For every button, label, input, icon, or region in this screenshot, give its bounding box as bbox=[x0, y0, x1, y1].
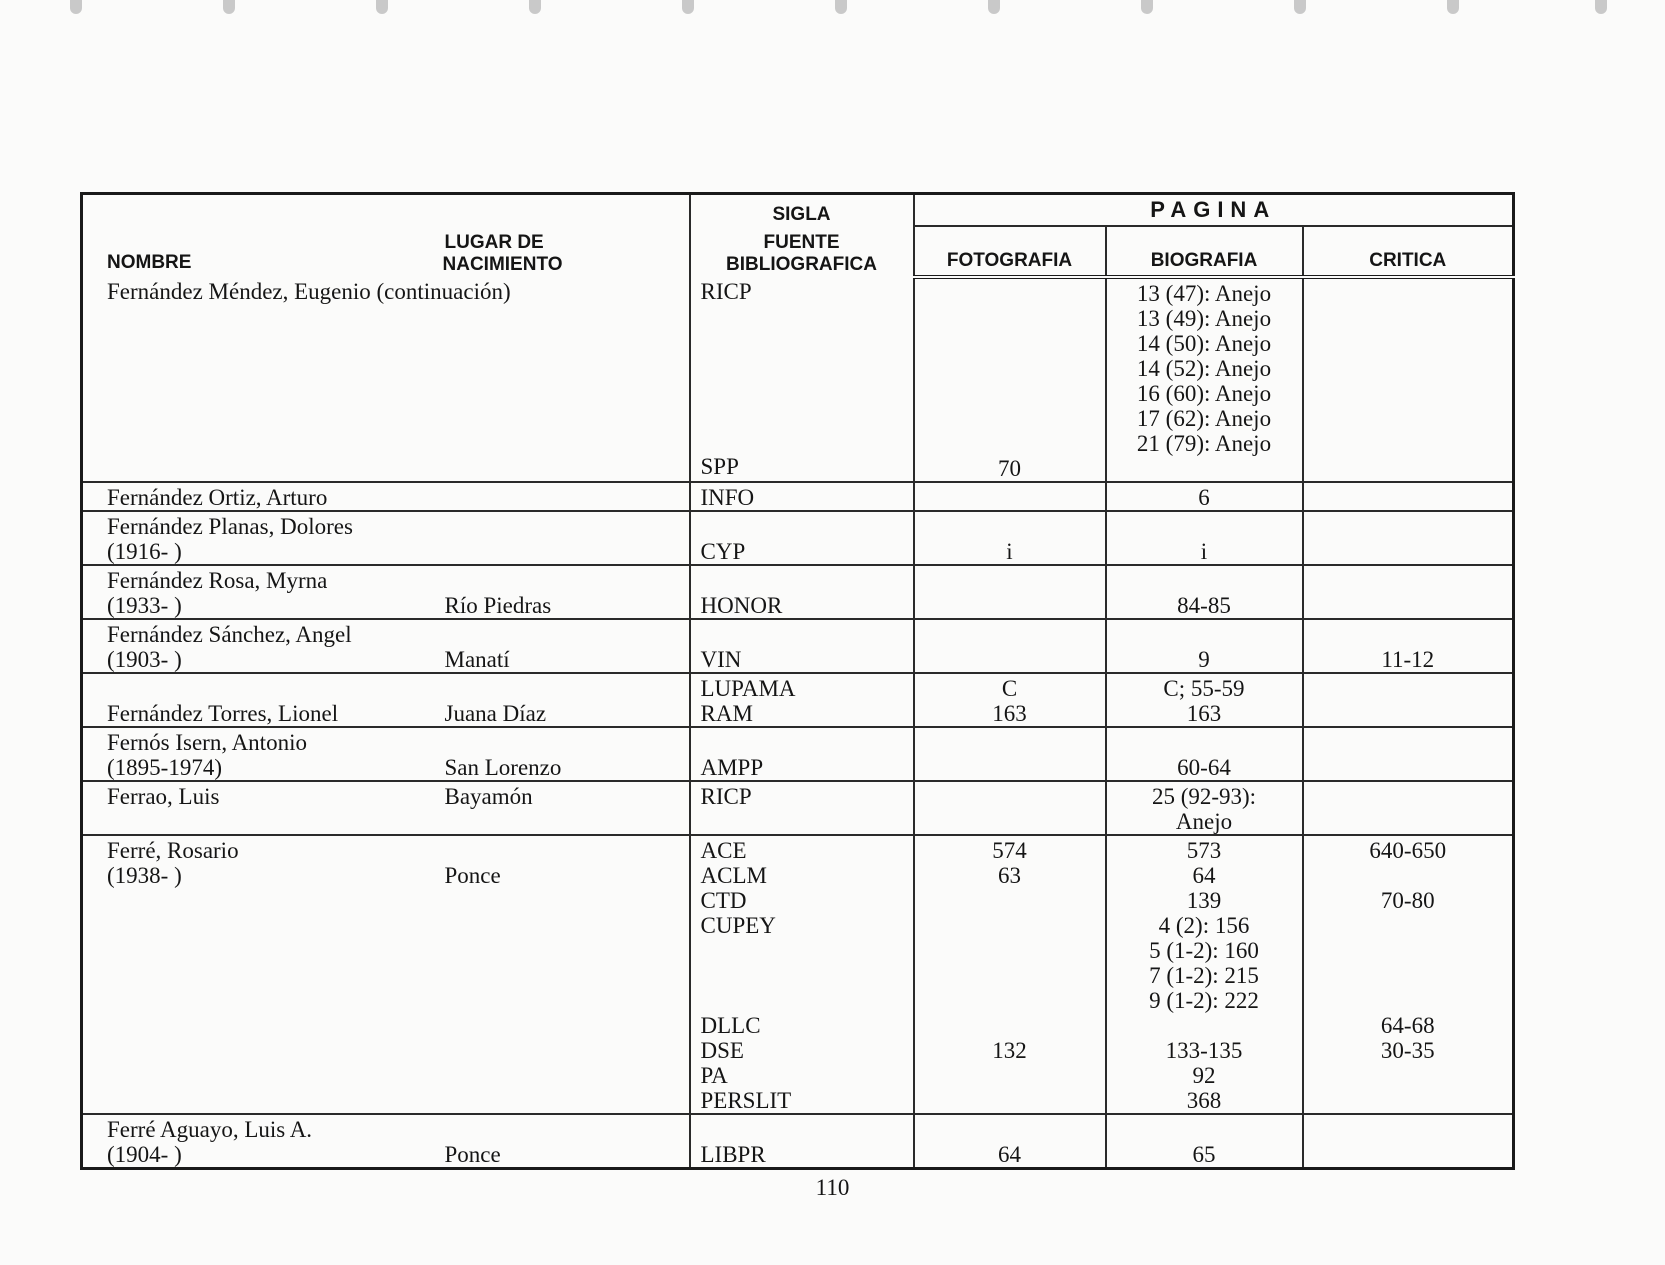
critica-line bbox=[1304, 1117, 1513, 1142]
sigla-line bbox=[701, 568, 913, 593]
critica-line bbox=[1304, 514, 1513, 539]
critica-line bbox=[1304, 784, 1513, 809]
critica-line bbox=[1304, 485, 1513, 510]
biografia-line bbox=[1107, 1117, 1302, 1142]
nombre-line: Fernández Ortiz, Arturo bbox=[107, 485, 328, 510]
sigla-line: CYP bbox=[700, 539, 746, 564]
header-pagina: PAGINA bbox=[914, 194, 1514, 227]
fotografia-line bbox=[915, 356, 1105, 381]
sigla-line: ACLM bbox=[700, 863, 767, 888]
lugar-cell bbox=[437, 511, 690, 565]
biografia-line: 21 (79): Anejo bbox=[1136, 431, 1272, 456]
nombre-line: Ferré Aguayo, Luis A. bbox=[107, 1117, 313, 1142]
binder-hole bbox=[1447, 0, 1459, 14]
biografia-line: 163 bbox=[1186, 701, 1222, 726]
sigla-cell bbox=[690, 277, 914, 482]
binder-hole bbox=[1595, 0, 1607, 14]
critica-cell bbox=[1303, 511, 1514, 565]
fotografia-cell bbox=[914, 673, 1106, 727]
fotografia-line bbox=[915, 888, 1105, 913]
sigla-line: PA bbox=[700, 1063, 728, 1088]
fotografia-line: 70 bbox=[998, 456, 1021, 481]
critica-line bbox=[1304, 988, 1513, 1013]
lugar-cell bbox=[437, 835, 690, 1114]
sigla-cell bbox=[690, 673, 914, 727]
fotografia-line bbox=[915, 1013, 1105, 1038]
critica-cell bbox=[1303, 835, 1514, 1114]
lugar-line bbox=[445, 568, 689, 593]
biografia-line bbox=[1107, 730, 1302, 755]
critica-cell bbox=[1303, 277, 1514, 482]
table-row bbox=[82, 727, 1514, 781]
header-lugar: LUGAR DE NACIMIENTO bbox=[437, 194, 690, 278]
sigla-line: CUPEY bbox=[700, 913, 776, 938]
sigla-line bbox=[701, 988, 913, 1013]
fotografia-cell bbox=[914, 619, 1106, 673]
binder-hole bbox=[835, 0, 847, 14]
sigla-line bbox=[701, 404, 913, 429]
critica-line bbox=[1304, 676, 1513, 701]
fotografia-line bbox=[915, 730, 1105, 755]
critica-line bbox=[1304, 568, 1513, 593]
sigla-line: PERSLIT bbox=[700, 1088, 792, 1113]
biografia-line: 573 bbox=[1186, 838, 1222, 863]
critica-line: 11-12 bbox=[1381, 647, 1435, 672]
table-row bbox=[82, 482, 1514, 511]
sigla-line bbox=[701, 329, 913, 354]
fotografia-line bbox=[915, 406, 1105, 431]
sigla-line bbox=[701, 730, 913, 755]
sigla-line bbox=[701, 429, 913, 454]
table-row bbox=[82, 277, 1514, 482]
biografia-line: 17 (62): Anejo bbox=[1136, 406, 1272, 431]
fotografia-line bbox=[915, 622, 1105, 647]
critica-line bbox=[1304, 622, 1513, 647]
nombre-line: Fernández Sánchez, Angel bbox=[107, 622, 352, 647]
lugar-line: Bayamón bbox=[444, 784, 533, 809]
header-sigla: SIGLA FUENTE BIBLIOGRAFICA bbox=[690, 194, 914, 278]
binder-hole bbox=[1141, 0, 1153, 14]
fotografia-cell bbox=[914, 1114, 1106, 1169]
biografia-line: 13 (47): Anejo bbox=[1136, 281, 1272, 306]
biografia-line: 16 (60): Anejo bbox=[1136, 381, 1272, 406]
fotografia-line bbox=[915, 1117, 1105, 1142]
sigla-line bbox=[701, 622, 913, 647]
biografia-line: 64 bbox=[1192, 863, 1216, 888]
biografia-line bbox=[1107, 514, 1302, 539]
sigla-cell bbox=[690, 781, 914, 835]
nombre-cell bbox=[82, 835, 437, 1114]
biografia-cell bbox=[1106, 781, 1303, 835]
fotografia-line bbox=[915, 281, 1105, 306]
biografia-cell bbox=[1106, 673, 1303, 727]
sigla-line: LUPAMA bbox=[700, 676, 796, 701]
fotografia-line bbox=[915, 938, 1105, 963]
nombre-line: Ferrao, Luis bbox=[107, 784, 220, 809]
nombre-line: Fernández Méndez, Eugenio (continuación) bbox=[107, 279, 511, 304]
biografia-line: 4 (2): 156 bbox=[1158, 913, 1250, 938]
critica-cell bbox=[1303, 781, 1514, 835]
critica-line bbox=[1304, 281, 1513, 306]
fotografia-line bbox=[915, 331, 1105, 356]
sigla-cell bbox=[690, 565, 914, 619]
table-row bbox=[82, 619, 1514, 673]
critica-line bbox=[1304, 938, 1513, 963]
biografia-cell bbox=[1106, 565, 1303, 619]
fotografia-line: 163 bbox=[992, 701, 1027, 726]
table-body bbox=[82, 277, 1514, 1169]
biografia-line bbox=[1107, 622, 1302, 647]
fotografia-line: i bbox=[1006, 539, 1013, 564]
biografia-line: 65 bbox=[1192, 1142, 1216, 1167]
fotografia-cell bbox=[914, 565, 1106, 619]
sigla-cell bbox=[690, 511, 914, 565]
sigla-line: RICP bbox=[700, 784, 752, 809]
fotografia-line: 574 bbox=[992, 838, 1027, 863]
sigla-line: ACE bbox=[700, 838, 747, 863]
sigla-line bbox=[701, 304, 913, 329]
nombre-line: (1904- ) bbox=[107, 1142, 182, 1167]
nombre-cell bbox=[82, 673, 437, 727]
critica-cell bbox=[1303, 565, 1514, 619]
sigla-line bbox=[701, 514, 913, 539]
sigla-cell bbox=[690, 482, 914, 511]
sigla-cell bbox=[690, 835, 914, 1114]
lugar-cell bbox=[437, 1114, 690, 1169]
critica-line: 640-650 bbox=[1369, 838, 1447, 863]
fotografia-line bbox=[915, 485, 1105, 510]
fotografia-cell bbox=[914, 277, 1106, 482]
fotografia-line bbox=[915, 784, 1105, 809]
critica-line: 70-80 bbox=[1380, 888, 1435, 913]
sigla-line bbox=[701, 1117, 913, 1142]
lugar-line bbox=[445, 485, 689, 510]
table-row bbox=[82, 673, 1514, 727]
table-row bbox=[82, 565, 1514, 619]
biografia-line: 25 (92-93): bbox=[1151, 784, 1257, 809]
fotografia-cell bbox=[914, 727, 1106, 781]
nombre-line: Fernández Rosa, Myrna bbox=[107, 568, 328, 593]
fotografia-line bbox=[915, 568, 1105, 593]
lugar-cell bbox=[437, 619, 690, 673]
nombre-line: (1916- ) bbox=[107, 539, 182, 564]
biografia-line: 13 (49): Anejo bbox=[1136, 306, 1272, 331]
biografia-line: C; 55-59 bbox=[1163, 676, 1245, 701]
table-row bbox=[82, 1114, 1514, 1169]
nombre-cell bbox=[82, 781, 437, 835]
sigla-line: DLLC bbox=[700, 1013, 761, 1038]
critica-cell bbox=[1303, 482, 1514, 511]
fotografia-line bbox=[915, 514, 1105, 539]
critica-line bbox=[1304, 913, 1513, 938]
fotografia-line bbox=[915, 963, 1105, 988]
biografia-line: 139 bbox=[1186, 888, 1222, 913]
binder-hole bbox=[682, 0, 694, 14]
lugar-line bbox=[445, 730, 689, 755]
sigla-line bbox=[701, 379, 913, 404]
lugar-cell bbox=[437, 482, 690, 511]
biografia-line: i bbox=[1200, 539, 1208, 564]
lugar-line: Río Piedras bbox=[444, 593, 552, 618]
fotografia-cell bbox=[914, 511, 1106, 565]
nombre-line bbox=[107, 676, 437, 701]
sigla-line: HONOR bbox=[700, 593, 783, 618]
fotografia-line: C bbox=[1001, 676, 1018, 701]
biografia-cell bbox=[1106, 835, 1303, 1114]
nombre-cell bbox=[82, 619, 437, 673]
sigla-line: DSE bbox=[700, 1038, 744, 1063]
binder-hole bbox=[988, 0, 1000, 14]
lugar-line bbox=[445, 539, 689, 564]
lugar-line: Manatí bbox=[444, 647, 510, 672]
nombre-line: (1933- ) bbox=[107, 593, 182, 618]
lugar-line: Ponce bbox=[444, 863, 501, 888]
fotografia-line: 64 bbox=[998, 1142, 1021, 1167]
fotografia-line bbox=[915, 988, 1105, 1013]
lugar-cell bbox=[437, 277, 690, 482]
lugar-cell bbox=[437, 565, 690, 619]
biografia-line: 133-135 bbox=[1165, 1038, 1243, 1063]
lugar-line: Juana Díaz bbox=[444, 701, 547, 726]
biografia-line: 7 (1-2): 215 bbox=[1149, 963, 1259, 988]
critica-line bbox=[1304, 730, 1513, 755]
sigla-line: VIN bbox=[700, 647, 742, 672]
fotografia-line bbox=[915, 306, 1105, 331]
biografia-line bbox=[1107, 1013, 1302, 1038]
nombre-cell bbox=[82, 482, 437, 511]
sigla-cell bbox=[690, 727, 914, 781]
lugar-line bbox=[445, 676, 689, 701]
nombre-cell bbox=[82, 1114, 437, 1169]
critica-line bbox=[1304, 963, 1513, 988]
fotografia-line bbox=[915, 381, 1105, 406]
biografia-line: 84-85 bbox=[1177, 593, 1231, 618]
lugar-cell bbox=[437, 727, 690, 781]
sigla-cell bbox=[690, 1114, 914, 1169]
nombre-line: Fernós Isern, Antonio bbox=[107, 730, 307, 755]
bibliography-table bbox=[80, 192, 1515, 1170]
lugar-line bbox=[445, 838, 689, 863]
binder-hole bbox=[529, 0, 541, 14]
sigla-line bbox=[701, 963, 913, 988]
nombre-line: (1903- ) bbox=[107, 647, 182, 672]
biografia-line: 60-64 bbox=[1177, 755, 1231, 780]
nombre-line: Ferré, Rosario bbox=[107, 838, 239, 863]
table-row bbox=[82, 511, 1514, 565]
nombre-cell bbox=[82, 511, 437, 565]
sigla-line: CTD bbox=[700, 888, 747, 913]
header-biografia: BIOGRAFIA bbox=[1106, 226, 1303, 277]
biografia-line: 5 (1-2): 160 bbox=[1149, 938, 1259, 963]
critica-line bbox=[1304, 863, 1513, 888]
fotografia-line: 132 bbox=[992, 1038, 1027, 1063]
sigla-line: RAM bbox=[700, 701, 753, 726]
lugar-line bbox=[445, 622, 689, 647]
binder-hole bbox=[1294, 0, 1306, 14]
biografia-cell bbox=[1106, 511, 1303, 565]
critica-cell bbox=[1303, 727, 1514, 781]
lugar-line bbox=[445, 1117, 689, 1142]
biografia-line bbox=[1107, 456, 1302, 481]
biografia-line bbox=[1107, 568, 1302, 593]
biografia-line: 92 bbox=[1192, 1063, 1216, 1088]
nombre-line: Fernández Planas, Dolores bbox=[107, 514, 353, 539]
header-fotografia: FOTOGRAFIA bbox=[914, 226, 1106, 277]
nombre-line: (1938- ) bbox=[107, 863, 182, 888]
lugar-line bbox=[445, 514, 689, 539]
table-row bbox=[82, 835, 1514, 1114]
sigla-line bbox=[701, 938, 913, 963]
biografia-cell bbox=[1106, 727, 1303, 781]
sigla-line: RICP bbox=[700, 279, 752, 304]
lugar-cell bbox=[437, 781, 690, 835]
fotografia-cell bbox=[914, 781, 1106, 835]
nombre-cell bbox=[82, 277, 511, 482]
table-header bbox=[82, 194, 1514, 278]
binder-hole bbox=[376, 0, 388, 14]
biografia-line: 9 (1-2): 222 bbox=[1149, 988, 1259, 1013]
biografia-line: 368 bbox=[1186, 1088, 1222, 1113]
sigla-line: LIBPR bbox=[700, 1142, 766, 1167]
nombre-cell bbox=[82, 727, 437, 781]
biografia-cell bbox=[1106, 482, 1303, 511]
nombre-line: Fernández Torres, Lionel bbox=[107, 701, 339, 726]
binder-hole bbox=[70, 0, 82, 14]
critica-line: 30-35 bbox=[1380, 1038, 1435, 1063]
fotografia-line: 63 bbox=[998, 863, 1021, 888]
biografia-line: 14 (52): Anejo bbox=[1136, 356, 1272, 381]
critica-line: 64-68 bbox=[1380, 1013, 1435, 1038]
nombre-cell bbox=[82, 565, 437, 619]
biografia-line: 14 (50): Anejo bbox=[1136, 331, 1272, 356]
biografia-line: Anejo bbox=[1175, 809, 1233, 834]
fotografia-line bbox=[915, 913, 1105, 938]
nombre-line: (1895-1974) bbox=[107, 755, 222, 780]
critica-cell bbox=[1303, 1114, 1514, 1169]
lugar-line: San Lorenzo bbox=[444, 755, 562, 780]
sigla-line: SPP bbox=[700, 454, 739, 479]
biografia-cell bbox=[1106, 277, 1303, 482]
table-row bbox=[82, 781, 1514, 835]
biografia-line: 9 bbox=[1198, 647, 1210, 672]
fotografia-line bbox=[915, 431, 1105, 456]
critica-cell bbox=[1303, 673, 1514, 727]
sigla-line: AMPP bbox=[700, 755, 764, 780]
biografia-cell bbox=[1106, 619, 1303, 673]
fotografia-cell bbox=[914, 482, 1106, 511]
lugar-cell bbox=[437, 673, 690, 727]
header-nombre: NOMBRE bbox=[82, 194, 437, 278]
lugar-line: Ponce bbox=[444, 1142, 501, 1167]
biografia-line: 6 bbox=[1198, 485, 1210, 510]
critica-cell bbox=[1303, 619, 1514, 673]
sigla-cell bbox=[690, 619, 914, 673]
sigla-line bbox=[701, 354, 913, 379]
biografia-cell bbox=[1106, 1114, 1303, 1169]
sigla-line: INFO bbox=[700, 485, 755, 510]
binder-hole bbox=[223, 0, 235, 14]
page-number: 110 bbox=[815, 1175, 850, 1200]
binder-holes bbox=[0, 0, 1665, 20]
header-critica: CRITICA bbox=[1303, 226, 1514, 277]
fotografia-cell bbox=[914, 835, 1106, 1114]
